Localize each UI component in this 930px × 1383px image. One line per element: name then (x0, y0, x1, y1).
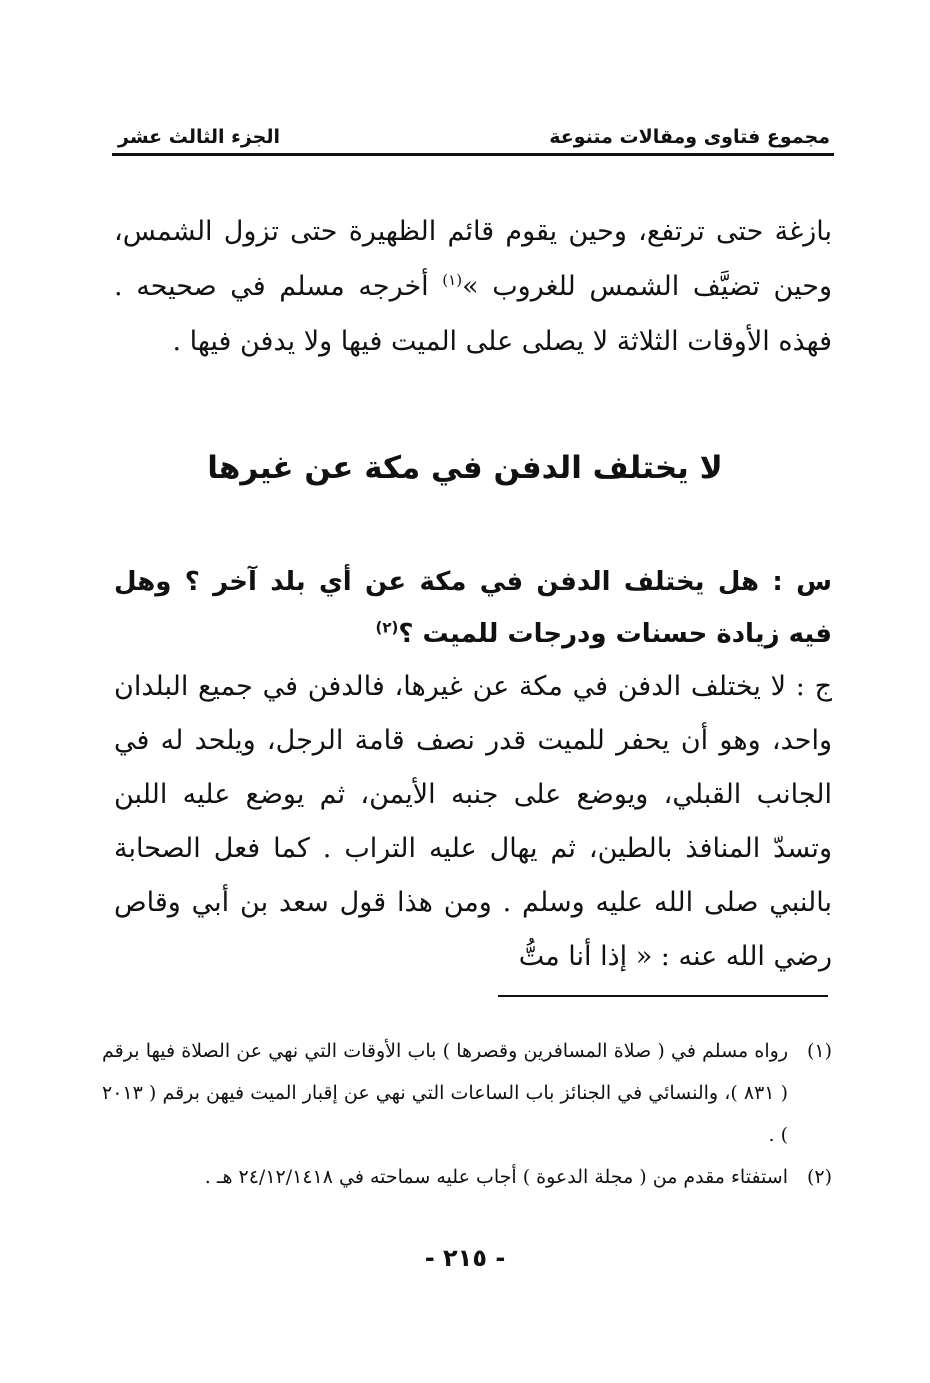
intro-text-after-note: أخرجه مسلم في صحيحه . فهذه الأوقات الثلاثة لا يصلى على الميت فيها ولا يدفن فيها . (114, 271, 832, 357)
intro-text-before-note: بازغة حتى ترتفع، وحين يقوم قائم الظهيرة حتى تزول الشمس، وحين تضيَّف الشمس للغروب » (114, 216, 832, 302)
footnote-number: (١) (806, 1040, 832, 1062)
footnote-text: استفتاء مقدم من ( مجلة الدعوة ) أجاب عليه سماحته في ٢٤/١٢/١٤١٨ هـ . (204, 1166, 788, 1188)
footnote-1 (102, 1030, 832, 1156)
intro-paragraph (114, 204, 832, 369)
question-paragraph (114, 556, 832, 660)
page-number: - ٢١٥ - (424, 1244, 506, 1272)
footnote-text: رواه مسلم في ( صلاة المسافرين وقصرها ) باب الأوقات التي نهي عن الصلاة فيها برقم ( ٨٣١ )، والنسائي في الجنائز باب الساعات التي نهي عن إقبار الميت فيهن برقم ( ٢٠١٣ ) . (102, 1040, 788, 1146)
footnote-number: (٢) (806, 1166, 832, 1188)
section-heading: لا يختلف الدفن في مكة عن غيرها (207, 450, 723, 486)
running-header (118, 120, 830, 154)
footnotes (102, 1030, 832, 1198)
volume-label: الجزء الثالث عشر (118, 126, 281, 148)
footnote-2 (102, 1156, 832, 1198)
header-divider (112, 153, 834, 156)
footnote-ref-2: (٢) (375, 618, 399, 637)
book-title: مجموع فتاوى ومقالات متنوعة (549, 126, 830, 148)
answer-paragraph: ج : لا يختلف الدفن في مكة عن غيرها، فالدفن في جميع البلدان واحد، وهو أن يحفر للميت قدر نصف قامة الرجل، ويلحد له في الجانب القبلي، ويوضع على جنبه الأيمن، ثم يوضع عليه اللبن وتسدّ المنافذ بالطين، ثم يهال عليه التراب . كما فعل الصحابة بالنبي صلى الله عليه وسلم . ومن هذا قول سعد بن أبي وقاص رضي الله عنه : « إذا أنا متُّ (114, 671, 832, 972)
question-text: س : هل يختلف الدفن في مكة عن أي بلد آخر ؟ وهل فيه زيادة حسنات ودرجات للميت ؟ (114, 567, 832, 649)
footnote-ref-1: (١) (442, 271, 463, 289)
footnote-divider (498, 995, 828, 997)
